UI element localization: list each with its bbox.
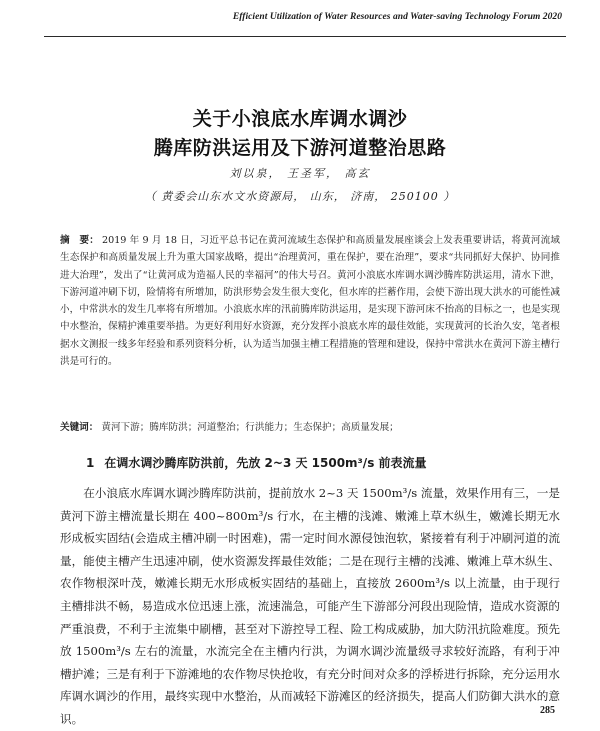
author-list: 刘以泉， 王圣军， 高玄 xyxy=(229,167,371,180)
keywords-label: 关键词： xyxy=(60,422,99,433)
section-title: 在调水调沙腾库防洪前，先放 2~3 天 1500m³/s 前表流量 xyxy=(104,456,427,470)
page-number: 285 xyxy=(540,705,555,716)
body-paragraph: 在小浪底水库调水调沙腾库防洪前，提前放水 2~3 天 1500m³/s 流量，效果作用有三，一是黄河下游主槽流量长期在 400~800m³/s 行水，在主槽的浅滩、嫩滩上草木纵生，嫩滩长期无水形成板实固结(会造成主槽冲刷一时困难)，需一定时间水源侵蚀泡软，紧接着有利于冲刷河道的流量，能使主槽产生迅速冲刷，使水资源发挥最佳效能；二是在现行主槽的浅滩、嫩滩上草木纵生、农作物根深叶茂，嫩滩长期无水形成板实固结的基础上，直接放 2600m³/s 以上流量，由于现行主槽排洪不畅，易造成水位迅速上涨，流速湍急，可能产生下游部分河段出现险情，造成水资源的严重浪费，不利于主流集中刷槽，甚至对下游控导工程、险工构成威胁，加大防汛抗险难度。预先放 1500m³/s 左右的流量，水流完全在主槽内行洪，为调水调沙流量级寻求较好流路，有利于冲槽护滩；三是有利于下游滩地的农作物尽快抢收，有充分时间对众多的浮桥进行拆除，充分运用水库调水调沙的作用，最终实现中水整治，从而减轻下游滩区的经济损失，提高人们防御大洪水的意识。 xyxy=(60,486,560,726)
keywords-text: 黄河下游；腾库防洪；河道整治；行洪能力；生态保护；高质量发展； xyxy=(101,422,399,433)
abstract-text: 2019 年 9 月 18 日，习近平总书记在黄河流域生态保护和高质量发展座谈会上发表重要讲话，将黄河流域生态保护和高质量发展上升为重大国家战略，提出“治理黄河，重在保护，要在治理”，要求“共同抓好大保护、协同推进大治理”，发出了“让黄河成为造福人民的幸福河”的伟大号召。黄河小浪底水库调水调沙腾库防洪运用，清水下泄，下游河道冲刷下切，险情将有所增加，防洪形势会发生很大变化，但水库的拦蓄作用，会使下游出现大洪水的可能性减小，中常洪水的发生几率将有所增加。小浪底水库的汛前腾库防洪运用，是实现下游河床不抬高的目标之一，也是实现中水整治，保精护滩重要举措。为更好利用好水资源，充分发挥小浪底水库的最佳效能，实现黄河的长治久安，笔者根据水文测报一线多年经验和系列资料分析，认为适当加强主槽工程措施的管理和建设，保持中常洪水在黄河下游主槽行洪是可行的。 xyxy=(60,235,561,368)
article-title-line-2: 腾库防洪运用及下游河道整治思路 xyxy=(153,137,447,159)
abstract-label: 摘 要： xyxy=(60,235,99,246)
section-1-heading xyxy=(86,454,427,472)
keywords xyxy=(60,420,560,436)
article-title-line-1: 关于小浪底水库调水调沙 xyxy=(192,108,408,130)
affiliation: （ 黄委会山东水文水资源局， 山东， 济南， 250100 ） xyxy=(144,190,456,203)
running-header: Efficient Utilization of Water Resources and Water-saving Technology Forum 2020 xyxy=(232,12,562,22)
section-number: 1 xyxy=(86,456,95,470)
abstract xyxy=(60,232,560,370)
